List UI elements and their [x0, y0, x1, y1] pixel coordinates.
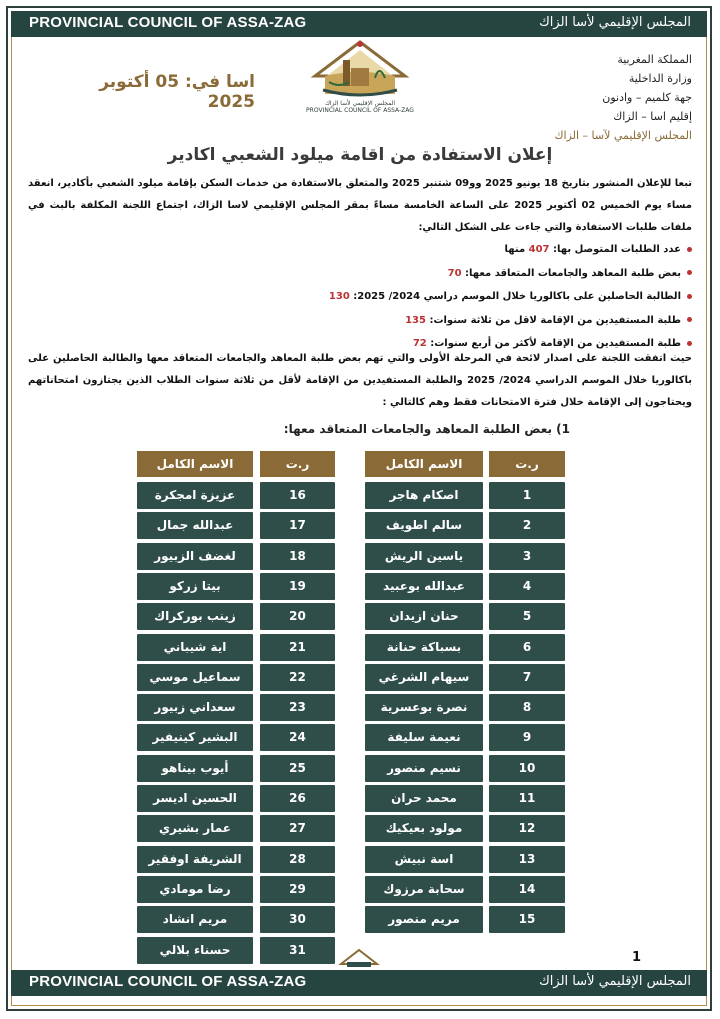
- statistic-value: 407: [528, 244, 550, 255]
- table-cell-name: اسة نبيش: [365, 846, 483, 873]
- statistic-label: طلبة المستفيدين من الإقامة لاقل من ثلاثة سنوات:: [429, 314, 681, 326]
- authority-line: المملكة المغربية: [617, 53, 692, 66]
- table-cell-num: 2: [489, 512, 565, 539]
- table-cell-name: عبدالله بوعبيد: [365, 573, 483, 600]
- footer-arabic-title: المجلس الإقليمي لأسا الزاك: [539, 974, 691, 989]
- table-cell-name: اية شيباني: [137, 634, 253, 661]
- table-cell-num: 10: [489, 755, 565, 782]
- table-cell-name: البشير كينيفير: [137, 724, 253, 751]
- table-cell-name: نصرة بوعسرية: [365, 694, 483, 721]
- statistic-value: 70: [447, 267, 462, 279]
- statistic-value: 135: [405, 314, 426, 326]
- statistic-label: الطالبة الحاصلين على باكالوريا خلال الموسم دراسي 2024/ 2025:: [353, 291, 681, 302]
- table-cell-num: 11: [489, 785, 565, 812]
- statistic-item: [52, 309, 692, 333]
- table-cell-num: 21: [260, 634, 335, 661]
- authority-block: [472, 50, 692, 145]
- table-cell-num: 27: [260, 815, 335, 842]
- table-cell-num: 28: [260, 846, 335, 873]
- table-cell-name: سيهام الشرغي: [365, 664, 483, 691]
- header-cell-name: الاسم الكامل: [137, 451, 253, 477]
- table-cell-name: سماعيل موسي: [137, 664, 253, 691]
- table-cell-num: 13: [489, 846, 565, 873]
- table-cell-num: 31: [260, 937, 335, 964]
- table-cell-num: 19: [260, 573, 335, 600]
- authority-line: إقليم اسا – الزاك: [613, 110, 692, 123]
- footer-english-title: PROVINCIAL COUNCIL OF ASSA-ZAG: [29, 973, 307, 990]
- table-cell-name: الحسين اديسر: [137, 785, 253, 812]
- table-cell-num: 1: [489, 482, 565, 509]
- footer-logo: [335, 948, 383, 970]
- table-cell-num: 9: [489, 724, 565, 751]
- table-cell-name: سعداني زبيور: [137, 694, 253, 721]
- table-cell-num: 4: [489, 573, 565, 600]
- table-cell-num: 22: [260, 664, 335, 691]
- table-cell-num: 24: [260, 724, 335, 751]
- table-cell-num: 8: [489, 694, 565, 721]
- table-cell-name: اصكام هاجر: [365, 482, 483, 509]
- table-cell-name: عزيزة امجكرة: [137, 482, 253, 509]
- authority-line: وزارة الداخلية: [628, 72, 692, 85]
- table-cell-name: عمار بشيري: [137, 815, 253, 842]
- table-cell-name: سحابة مرزوك: [365, 876, 483, 903]
- table-cell-num: 17: [260, 512, 335, 539]
- statistic-label: عدد الطلبات المتوصل بها:: [552, 244, 681, 255]
- table-cell-num: 23: [260, 694, 335, 721]
- header-cell-num: ر.ت: [260, 451, 335, 477]
- statistic-item: [52, 238, 692, 262]
- bullet-icon: [687, 317, 692, 322]
- document-title: إعلان الاستفادة من اقامة ميلود الشعبي اكادير: [167, 145, 553, 165]
- header-arabic-title: المجلس الإقليمي لأسا الزاك: [539, 15, 691, 30]
- table-cell-num: 29: [260, 876, 335, 903]
- statistic-label: بعض طلبة المعاهد والجامعات المتعاقد معها:: [465, 267, 681, 279]
- intro-paragraph: تبعا للإعلان المنشور بتاريخ 18 يونيو 2025 وو09 شتنبر 2025 والمتعلق بالاستفادة من خدمات السكن بإقامة ميلود الشعبي بأكادير، انعقد مساء يوم الخميس 02 أكتوبر 2025 على الساعة الخامسة مساءً بمقر المجلس الإقليمي لاسا الزاك، اجتماع اللجنة المكلفة بالبث في ملفات طلبات الاستفادة والتي جاءت على الشكل التالي:: [28, 178, 693, 233]
- document-date: اسا في: 05 أكتوبر 2025: [99, 72, 255, 112]
- council-logo: [305, 38, 415, 128]
- table-cell-name: عبدالله جمال: [137, 512, 253, 539]
- table-cell-name: نعيمة سليفة: [365, 724, 483, 751]
- table-cell-name: بيتا زركو: [137, 573, 253, 600]
- table-cell-num: 5: [489, 603, 565, 630]
- page-number: 1: [632, 950, 642, 965]
- bullet-icon: [687, 270, 692, 275]
- table-cell-name: رضا مومادي: [137, 876, 253, 903]
- authority-line: جهة كلميم – وادنون: [602, 91, 692, 104]
- header-cell-num: ر.ت: [489, 451, 565, 477]
- table-cell-name: ياسين الريش: [365, 543, 483, 570]
- table-cell-name: لغضف الزبيور: [137, 543, 253, 570]
- authority-line: المجلس الإقليمي لآسا – الزاك: [554, 129, 692, 142]
- statistics-list: [52, 238, 692, 356]
- table-cell-name: زينب بوركراك: [137, 603, 253, 630]
- statistic-item: [52, 262, 692, 286]
- table-cell-name: أيوب بيناهو: [137, 755, 253, 782]
- table-cell-name: سالم اطويف: [365, 512, 483, 539]
- decision-paragraph: حيث اتفقت اللجنة على اصدار لائحة في المرحلة الأولى والتي تهم بعض طلبة المعاهد والجامعات المتعاقد معها والطالبة الحاصلين على باكالوريا خلال الموسم الدراسي 2024/ 2025 والطلبة المستفيدين من الإقامة لأقل من ثلاثة سنوات الطلاب الذين يجتازون امتحاناتهم ويحتاجون إلى الإقامة خلال فترة الامتحانات فقط وهم كالتالي :: [28, 353, 693, 408]
- logo-caption-english: PROVINCIAL COUNCIL OF ASSA-ZAG: [306, 107, 414, 114]
- table-cell-num: 26: [260, 785, 335, 812]
- table-cell-name: الشريفة اوفقير: [137, 846, 253, 873]
- table-cell-num: 14: [489, 876, 565, 903]
- table-cell-num: 7: [489, 664, 565, 691]
- footer-band: [11, 970, 707, 996]
- table-cell-num: 16: [260, 482, 335, 509]
- bullet-icon: [687, 294, 692, 299]
- table-cell-num: 25: [260, 755, 335, 782]
- statistic-suffix: منها: [504, 244, 526, 255]
- table-cell-num: 30: [260, 906, 335, 933]
- table-cell-num: 3: [489, 543, 565, 570]
- table-cell-num: 6: [489, 634, 565, 661]
- statistic-label: طلبة المستفيدين من الإقامة لأكثر من أربع سنوات:: [430, 338, 681, 349]
- table-cell-name: بسباكة حنانة: [365, 634, 483, 661]
- table-cell-name: حسناء بلالي: [137, 937, 253, 964]
- statistic-value: 72: [412, 338, 427, 349]
- table-cell-name: مولود بعيكيك: [365, 815, 483, 842]
- table-cell-name: محمد حران: [365, 785, 483, 812]
- table-cell-name: مريم منصور: [365, 906, 483, 933]
- bullet-icon: [687, 247, 692, 252]
- section-heading: 1) بعض الطلبة المعاهد والجامعات المتعاقد معها:: [283, 422, 570, 436]
- table-cell-num: 15: [489, 906, 565, 933]
- table-cell-num: 20: [260, 603, 335, 630]
- logo-caption: [300, 100, 420, 114]
- header-cell-name: الاسم الكامل: [365, 451, 483, 477]
- statistic-item: [52, 285, 692, 309]
- bullet-icon: [687, 341, 692, 346]
- table-cell-name: مريم انشاد: [137, 906, 253, 933]
- header-english-title: PROVINCIAL COUNCIL OF ASSA-ZAG: [29, 14, 307, 31]
- logo-caption-arabic: المجلس الإقليمي لأسا الزاك: [324, 100, 396, 107]
- table-cell-name: حنان ازيدان: [365, 603, 483, 630]
- table-cell-num: 18: [260, 543, 335, 570]
- statistic-value: 130: [328, 291, 350, 302]
- table-cell-num: 12: [489, 815, 565, 842]
- header-band: [11, 11, 707, 37]
- table-cell-name: نسيم منصور: [365, 755, 483, 782]
